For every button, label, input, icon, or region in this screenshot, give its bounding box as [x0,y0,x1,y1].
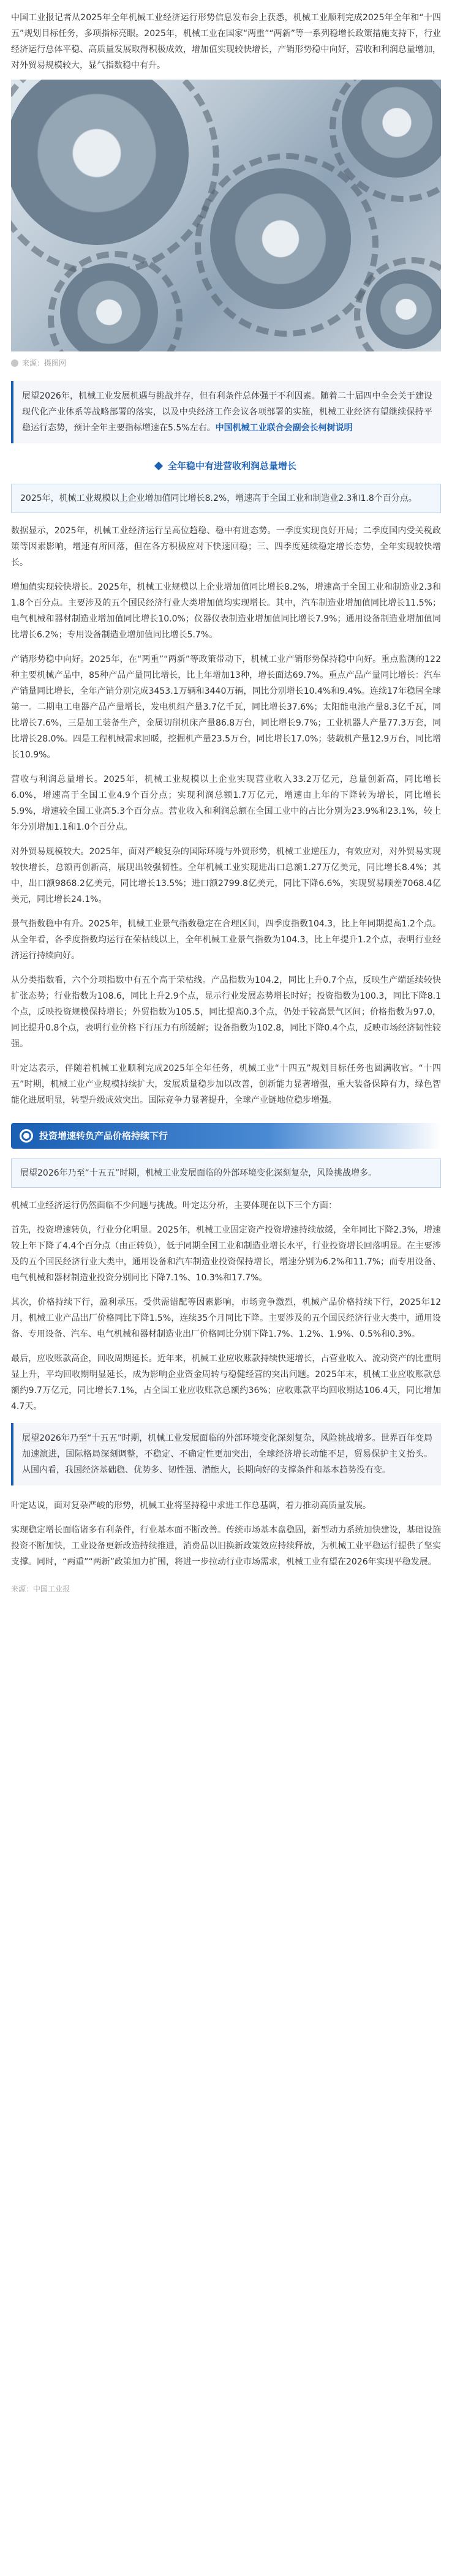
section2-paragraph-6: 实现稳定增长面临诸多有利条件，行业基本面不断改善。传统市场基本盘稳固，新型动力系统加快建设，基础设施投资不断加快，工业设备更新改造持续推进，消费品以旧换新政策效应持续释放，为机械工业平稳运行提供了坚实支撑。同时，“两重”“两新”政策加力扩围，将进一步拉动行业市场需求，机械工业有望在2026年实现平稳发展。 [11,1525,441,1567]
source-note: 来源：中国工业报 [11,1585,70,1593]
section2-callout-text: 展望2026年乃至“十五五”时期，机械工业发展面临的外部环境变化深刻复杂，风险挑战增多。 [20,1168,377,1178]
summary-quote [11,381,441,443]
section1-paragraph-5: 对外贸易规模较大。2025年，面对严峻复杂的国际环境与外贸形势，机械工业逆压力，有效应对，对外贸易实现较快增长，总额再创新高，展现出较强韧性。全年机械工业实现进出口总额1.27万亿美元，同比增长8.4%；其中，出口额9868.2亿美元，同比增长13.5%；进口额2799.8亿美元，同比下降6.6%，实现贸易顺差7068.4亿美元，同比增长24.1%。 [11,847,441,904]
section2-paragraph-3: 其次，价格持续下行，盈利承压。受供需错配等因素影响，市场竞争激烈，机械产品价格持续下行，2025年12月，机械工业产品出厂价格同比下降1.5%，连续35个月同比下降。主要涉及的五个国民经济行业大类中，通用设备、专用设备、汽车、电气机械和器材制造业出厂价格同比分别下降1.7%、1.2%、1.9%、0.5%和0.3%。 [11,1297,441,1339]
summary-quote-link: 中国机械工业联合会副会长柯树说明 [215,423,353,433]
section1-paragraph-3: 产销形势稳中向好。2025年，在“两重”“两新”等政策带动下，机械工业产销形势保持稳中向好。重点监测的122种主要机械产品中，85种产品产量同比增长，比上年增加13种，增长面达69.7%。重点产品产量同比增长：汽车产销量同比增长，全年产销分别完成3453.1万辆和3440万辆，同比分别增长10.4%和9.4%。连续17年稳居全球第一。二期电工电器产品产量增长，发电机组产量3.7亿千瓦，同比增长37.6%；太阳能电池产量8.3亿千瓦，同比增长7.6%，三是加工装备生产，金属切削机床产量86.8万台，同比增长9.7%；工业机器人产量77.3万套，同比增长28.0%。四是工程机械需求回暖，挖掘机产量23.5万台，同比增长17.0%；装载机产量12.9万台，同比增长10.9%。 [11,655,441,760]
section1-heading [11,458,441,474]
section2-paragraph-2: 首先，投资增速转负，行业分化明显。2025年，机械工业固定资产投资增速持续放缓，全年同比下降2.3%，增速较上年下降了4.4个百分点（由正转负），低于同期全国工业和制造业增长水平，行业投资增长回落明显。在主要涉及的五个国民经济行业大类中，通用设备和汽车制造业投资保持增长，增速分别为6.2%和11.7%；而专用设备、电气机械和器材制造业投资分别同比下降7.1%、10.3%和17.7%。 [11,1225,441,1283]
section2-heading [11,1123,441,1149]
section1-paragraph-1: 数据显示，2025年，机械工业经济运行呈高位趋稳、稳中有进态势。一季度实现良好开局；二季度国内受关税政策等因素影响，增速有所回落，但在各方积极应对下快速回稳；三、四季度延续稳定增长态势，全年实现较快增长。 [11,526,441,568]
section1-callout-text: 2025年，机械工业规模以上企业增加值同比增长8.2%，增速高于全国工业和制造业2.3和1.8个百分点。 [20,494,417,503]
section2-title: 投资增速转负产品价格持续下行 [39,1130,168,1141]
diamond-icon [154,462,163,470]
section2-callout [11,1158,441,1188]
intro-paragraph: 中国工业报记者从2025年全年机械工业经济运行形势信息发布会上获悉，机械工业顺利完成2025年全年和“十四五”规划目标任务，多项指标亮眼。2025年，机械工业在国家“两重”“两新”等一系列稳增长政策措施支持下，行业经济运行总体平稳、高质量发展取得积极成效，增加值实现较快增长，产销形势稳中向好，营收和利润总量增加，对外贸易规模较大，显气指数稳中有升。 [11,13,441,70]
image-caption [11,355,441,371]
section2-quote-text: 展望2026年乃至“十五五”时期，机械工业发展面临的外部环境变化深刻复杂，风险挑战增多。世界百年变局加速演进，国际格局深刻调整，不稳定、不确定性更加突出，全球经济增长动能不足，贸易保护主义抬头。从国内看，我国经济基础稳、优势多、韧性强、潜能大，长期向好的支撑条件和基本趋势没有变。 [22,1433,432,1475]
section1-paragraph-8: 叶定达表示，伴随着机械工业顺利完成2025年全年任务，机械工业“十四五”规划目标任务也圆满收官。“十四五”时期，机械工业产业规模持续扩大，发展质量稳步加以改善，创新能力显著增强，重大装备保障有力，绿色智能化进展明显，转型升级成效突出。国际竞争力显著提升，全球产业链地位稳步增强。 [11,1064,441,1105]
section2-paragraph-5: 叶定达说，面对复杂严峻的形势，机械工业将坚持稳中求进工作总基调，着力推动高质量发展。 [11,1501,371,1511]
image-caption-text: 来源：摄图网 [22,359,67,367]
section1-paragraph-4: 营收与利润总量增长。2025年，机械工业规模以上企业实现营业收入33.2万亿元，总量创新高，同比增长6.0%，增速高于全国工业4.9个百分点；实现利润总额1.7万亿元，增速由上年的下降转为增长，同比增长5.9%，增速较全国工业高5.3个百分点。营业收入和利润总额在全国工业中的占比分别为23.9%和23.1%，较上年分别增加1.1和1.0个百分点。 [11,775,441,832]
section1-callout [11,484,441,513]
summary-quote-text: 展望2026年，机械工业发展机遇与挑战并存，但有利条件总体强于不利因素。随着二十届四中全会关于建设现代化产业体系等战略部署的落实，以及中央经济工作会议各项部署的实施，机械工业经济有望继续保持平稳运行态势，预计全年主要指标增速在5.5%左右。 [22,391,432,433]
section1-paragraph-7: 从分类指数看，六个分项指数中有五个高于荣枯线。产品指数为104.2，同比上升0.7个点，反映生产端延续较快扩张态势；行业指数为108.6，同比上升2.9个点，显示行业发展态势增长时好；投资指数为100.3，同比下降8.1个点，反映投资规模保持增长；外贸指数为105.5，同比提高0.3个点，仍处于较高景气区间；价格指数为97.0，同比提升0.8个点，表明行业价格下行压力有所缓解；设备指数为102.8，同比下降0.4个点，反映市场经济韧性较强。 [11,975,441,1049]
section2-quote [11,1423,441,1485]
section2-paragraph-1: 机械工业经济运行仍然面临不少问题与挑战。叶定达分析，主要体现在以下三个方面： [11,1201,337,1211]
bullet-icon [20,1129,33,1143]
section2-paragraph-4: 最后，应收账款高企，回收周期延长。近年来，机械工业应收账款持续快速增长，占营业收入、流动资产的比重明显上升，平均回收期明显延长，成为影响企业资金周转与稳健经营的突出问题。2025年末，机械工业应收账款总额约9.7万亿元，同比增长7.1%，占全国工业应收账款总额约36%；应收账款平均回收期达106.4天，同比增加4.7天。 [11,1354,441,1411]
section1-title: 全年稳中有进营收利润总量增长 [167,460,296,471]
section1-paragraph-6: 景气指数稳中有升。2025年，机械工业景气指数稳定在合理区间，四季度指数104.3，比上年同期提高1.2个点。从全年看，各季度指数均运行在荣枯线以上，全年机械工业景气指数为104.3，比上年提升1.2个点，表明行业经济运行持续向好。 [11,919,441,961]
hero-image-gears [11,80,441,351]
section1-paragraph-2: 增加值实现较快增长。2025年，机械工业规模以上企业增加值同比增长8.2%，增速高于全国工业和制造业2.3和1.8个百分点。主要涉及的五个国民经济行业大类增加值均实现增长。其中，汽车制造业增加值同比增长11.5%；电气机械和器材制造业增加值同比增长10.0%；仪器仪表制造业增加值同比增长7.9%；通用设备制造业增加值同比增长6.2%；专用设备制造业增加值同比增长5.7%。 [11,582,441,640]
info-icon [11,359,18,367]
